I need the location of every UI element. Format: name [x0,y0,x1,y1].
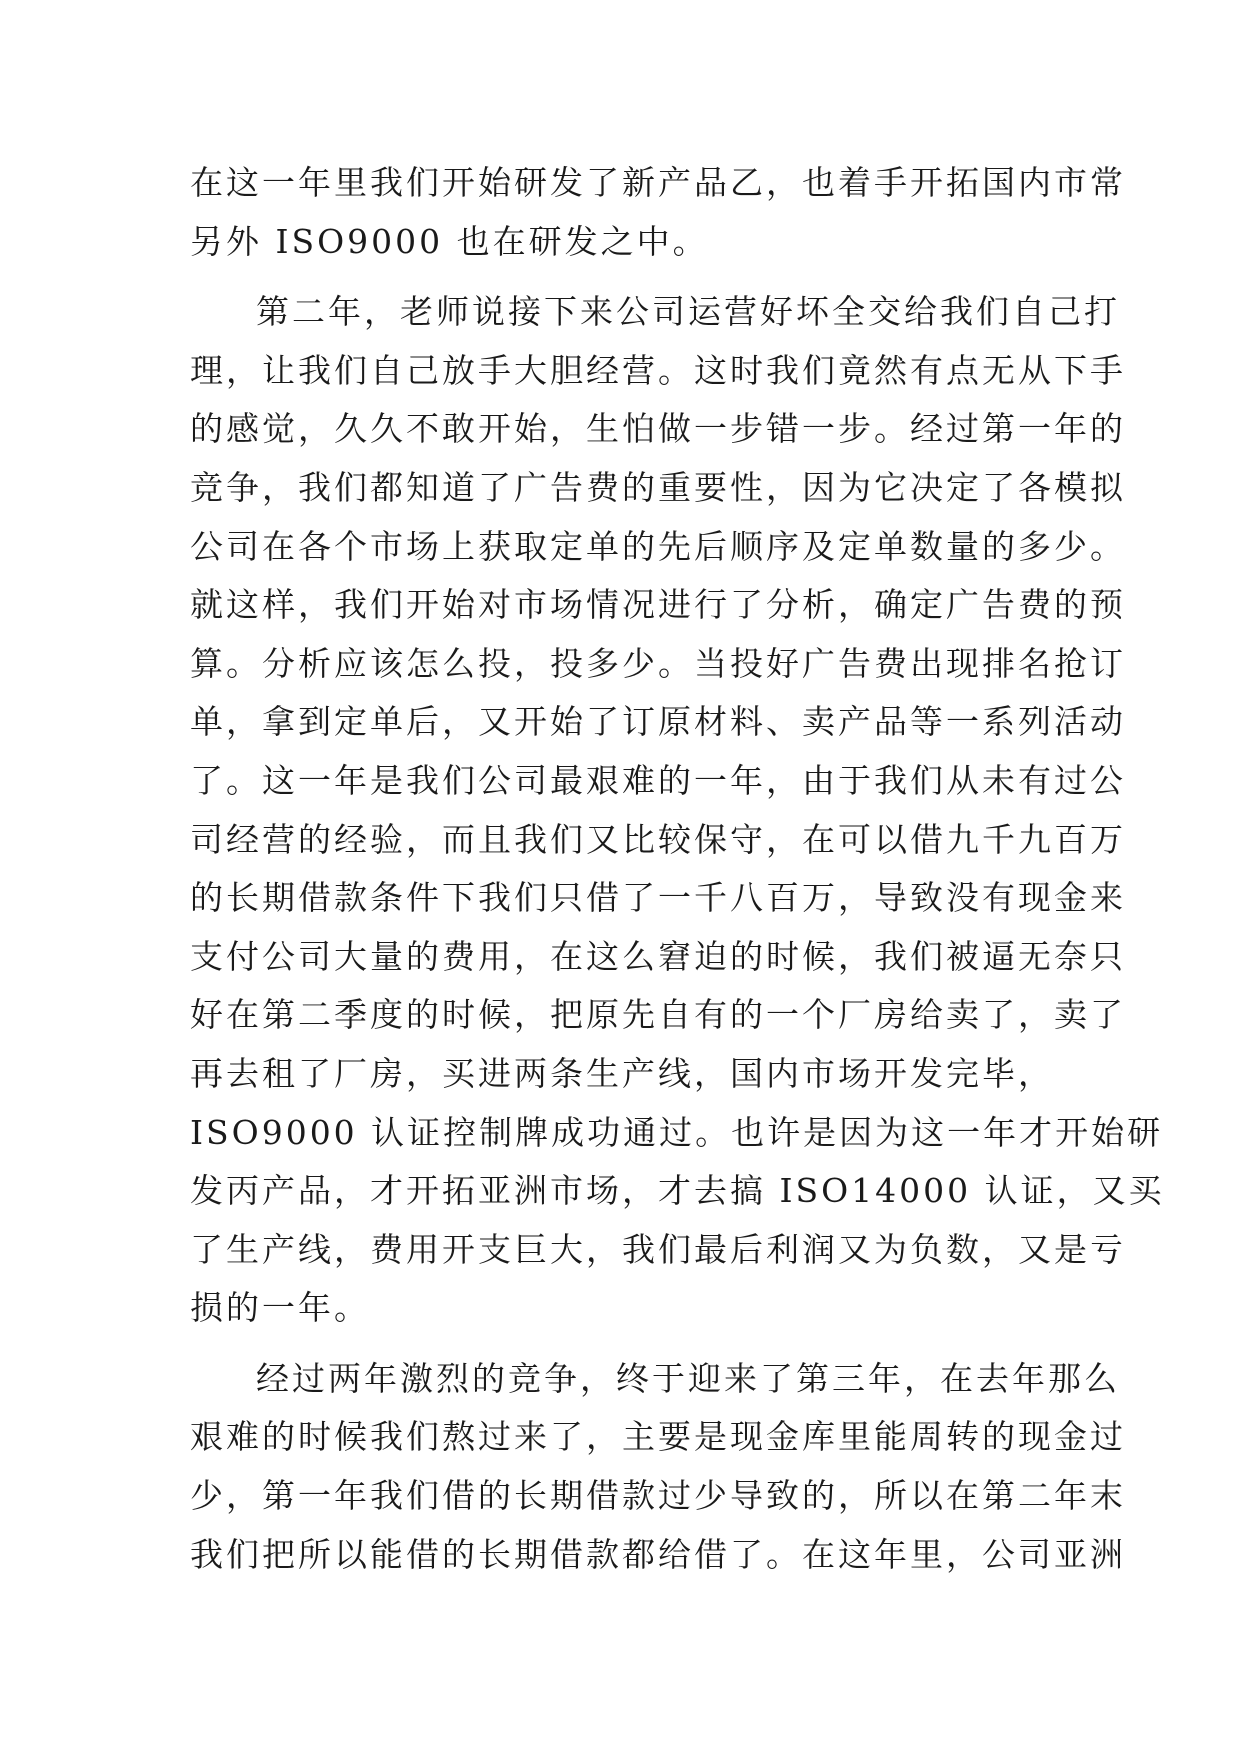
text-line: 竞争，我们都知道了广告费的重要性，因为它决定了各模拟 [190,467,1126,507]
text-line: 算。分析应该怎么投，投多少。当投好广告费出现排名抢订 [190,643,1126,683]
text-line: 在这一年里我们开始研发了新产品乙，也着手开拓国内市常 [190,163,1126,202]
text-line: 我们把所以能借的长期借款都给借了。在这年里，公司亚洲 [190,1534,1126,1574]
text-line: ISO9000 认证控制牌成功通过。也许是因为这一年才开始研 [190,1112,1164,1152]
text-line: 司经营的经验，而且我们又比较保守，在可以借九千九百万 [190,819,1126,859]
text-line: 经过两年激烈的竞争，终于迎来了第三年，在去年那么 [256,1358,1120,1398]
text-line: 的长期借款条件下我们只借了一千八百万，导致没有现金来 [190,878,1126,918]
text-line: 损的一年。 [190,1288,370,1328]
text-line: 的感觉，久久不敢开始，生怕做一步错一步。经过第一年的 [190,409,1126,449]
paragraph-gap [190,271,1065,283]
paragraph-gap [190,1338,1065,1350]
text-line: 单，拿到定单后，又开始了订原材料、卖产品等一系列活动 [190,702,1126,742]
text-line: 发丙产品，才开拓亚洲市场，才去搞 ISO14000 认证，又买 [190,1171,1165,1211]
text-line: 少，第一年我们借的长期借款过少导致的，所以在第二年末 [190,1476,1126,1516]
text-line: 好在第二季度的时候，把原先自有的一个厂房给卖了，卖了 [190,995,1126,1035]
text-line: 艰难的时候我们熬过来了，主要是现金库里能周转的现金过 [190,1417,1126,1457]
text-line: 支付公司大量的费用，在这么窘迫的时候，我们被逼无奈只 [190,936,1126,976]
text-line: 第二年，老师说接下来公司运营好坏全交给我们自己打 [256,292,1120,332]
text-line: 就这样，我们开始对市场情况进行了分析，确定广告费的预 [190,585,1126,625]
text-line: 公司在各个市场上获取定单的先后顺序及定单数量的多少。 [190,526,1126,566]
text-line: 再去租了厂房，买进两条生产线，国内市场开发完毕， [190,1053,1054,1093]
text-line: 了生产线，费用开支巨大，我们最后利润又为负数，又是亏 [190,1229,1126,1269]
text-line: 另外 ISO9000 也在研发之中。 [190,221,709,261]
body-text [190,154,1165,1584]
text-line: 了。这一年是我们公司最艰难的一年，由于我们从未有过公 [190,760,1126,800]
text-line: 理，让我们自己放手大胆经营。这时我们竟然有点无从下手 [190,350,1126,390]
